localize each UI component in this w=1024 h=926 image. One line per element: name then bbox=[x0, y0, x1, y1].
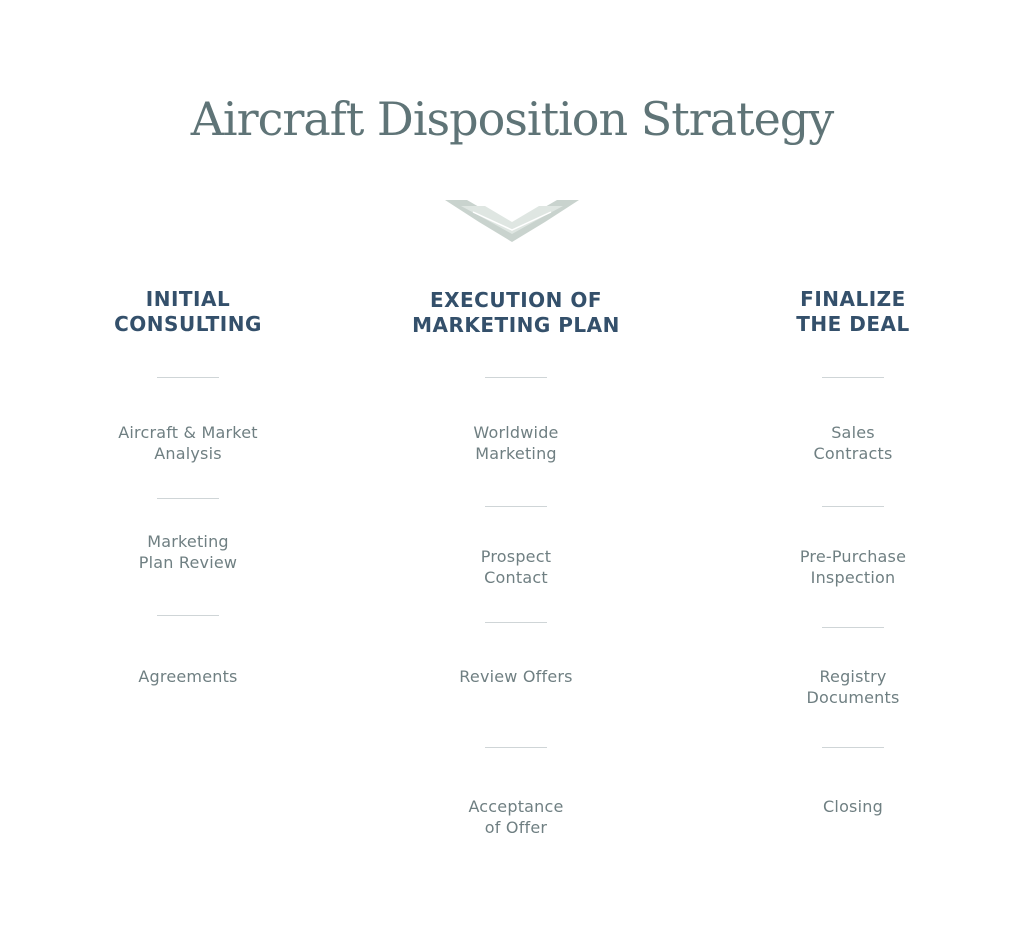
divider bbox=[822, 377, 884, 378]
step-sales-contracts: Sales Contracts bbox=[813, 423, 893, 463]
step-registry-documents: Registry Documents bbox=[806, 667, 900, 707]
divider bbox=[485, 747, 547, 748]
step-prospect-contact: Prospect Contact bbox=[480, 547, 552, 587]
divider bbox=[485, 622, 547, 623]
step-agreements: Agreements bbox=[138, 667, 238, 686]
column-execution-of-marketing-plan bbox=[396, 0, 636, 926]
diagram-title: Aircraft Disposition Strategy bbox=[190, 92, 834, 146]
step-aircraft-market-analysis: Aircraft & Market Analysis bbox=[118, 423, 258, 463]
step-review-offers: Review Offers bbox=[459, 667, 573, 686]
step-acceptance-of-offer: Acceptance of Offer bbox=[468, 797, 564, 837]
step-worldwide-marketing: Worldwide Marketing bbox=[473, 423, 559, 463]
step-closing: Closing bbox=[823, 797, 883, 816]
column-heading: FINALIZE THE DEAL bbox=[796, 287, 910, 336]
column-finalize-the-deal bbox=[753, 0, 953, 926]
divider bbox=[485, 506, 547, 507]
divider bbox=[157, 498, 219, 499]
divider bbox=[822, 747, 884, 748]
divider bbox=[157, 615, 219, 616]
divider bbox=[485, 377, 547, 378]
step-pre-purchase-inspection: Pre-Purchase Inspection bbox=[799, 547, 907, 587]
divider bbox=[822, 506, 884, 507]
column-initial-consulting bbox=[88, 0, 288, 926]
column-heading: INITIAL CONSULTING bbox=[114, 287, 262, 336]
divider bbox=[822, 627, 884, 628]
step-marketing-plan-review: Marketing Plan Review bbox=[138, 532, 238, 572]
divider bbox=[157, 377, 219, 378]
column-heading: EXECUTION OF MARKETING PLAN bbox=[412, 288, 620, 337]
